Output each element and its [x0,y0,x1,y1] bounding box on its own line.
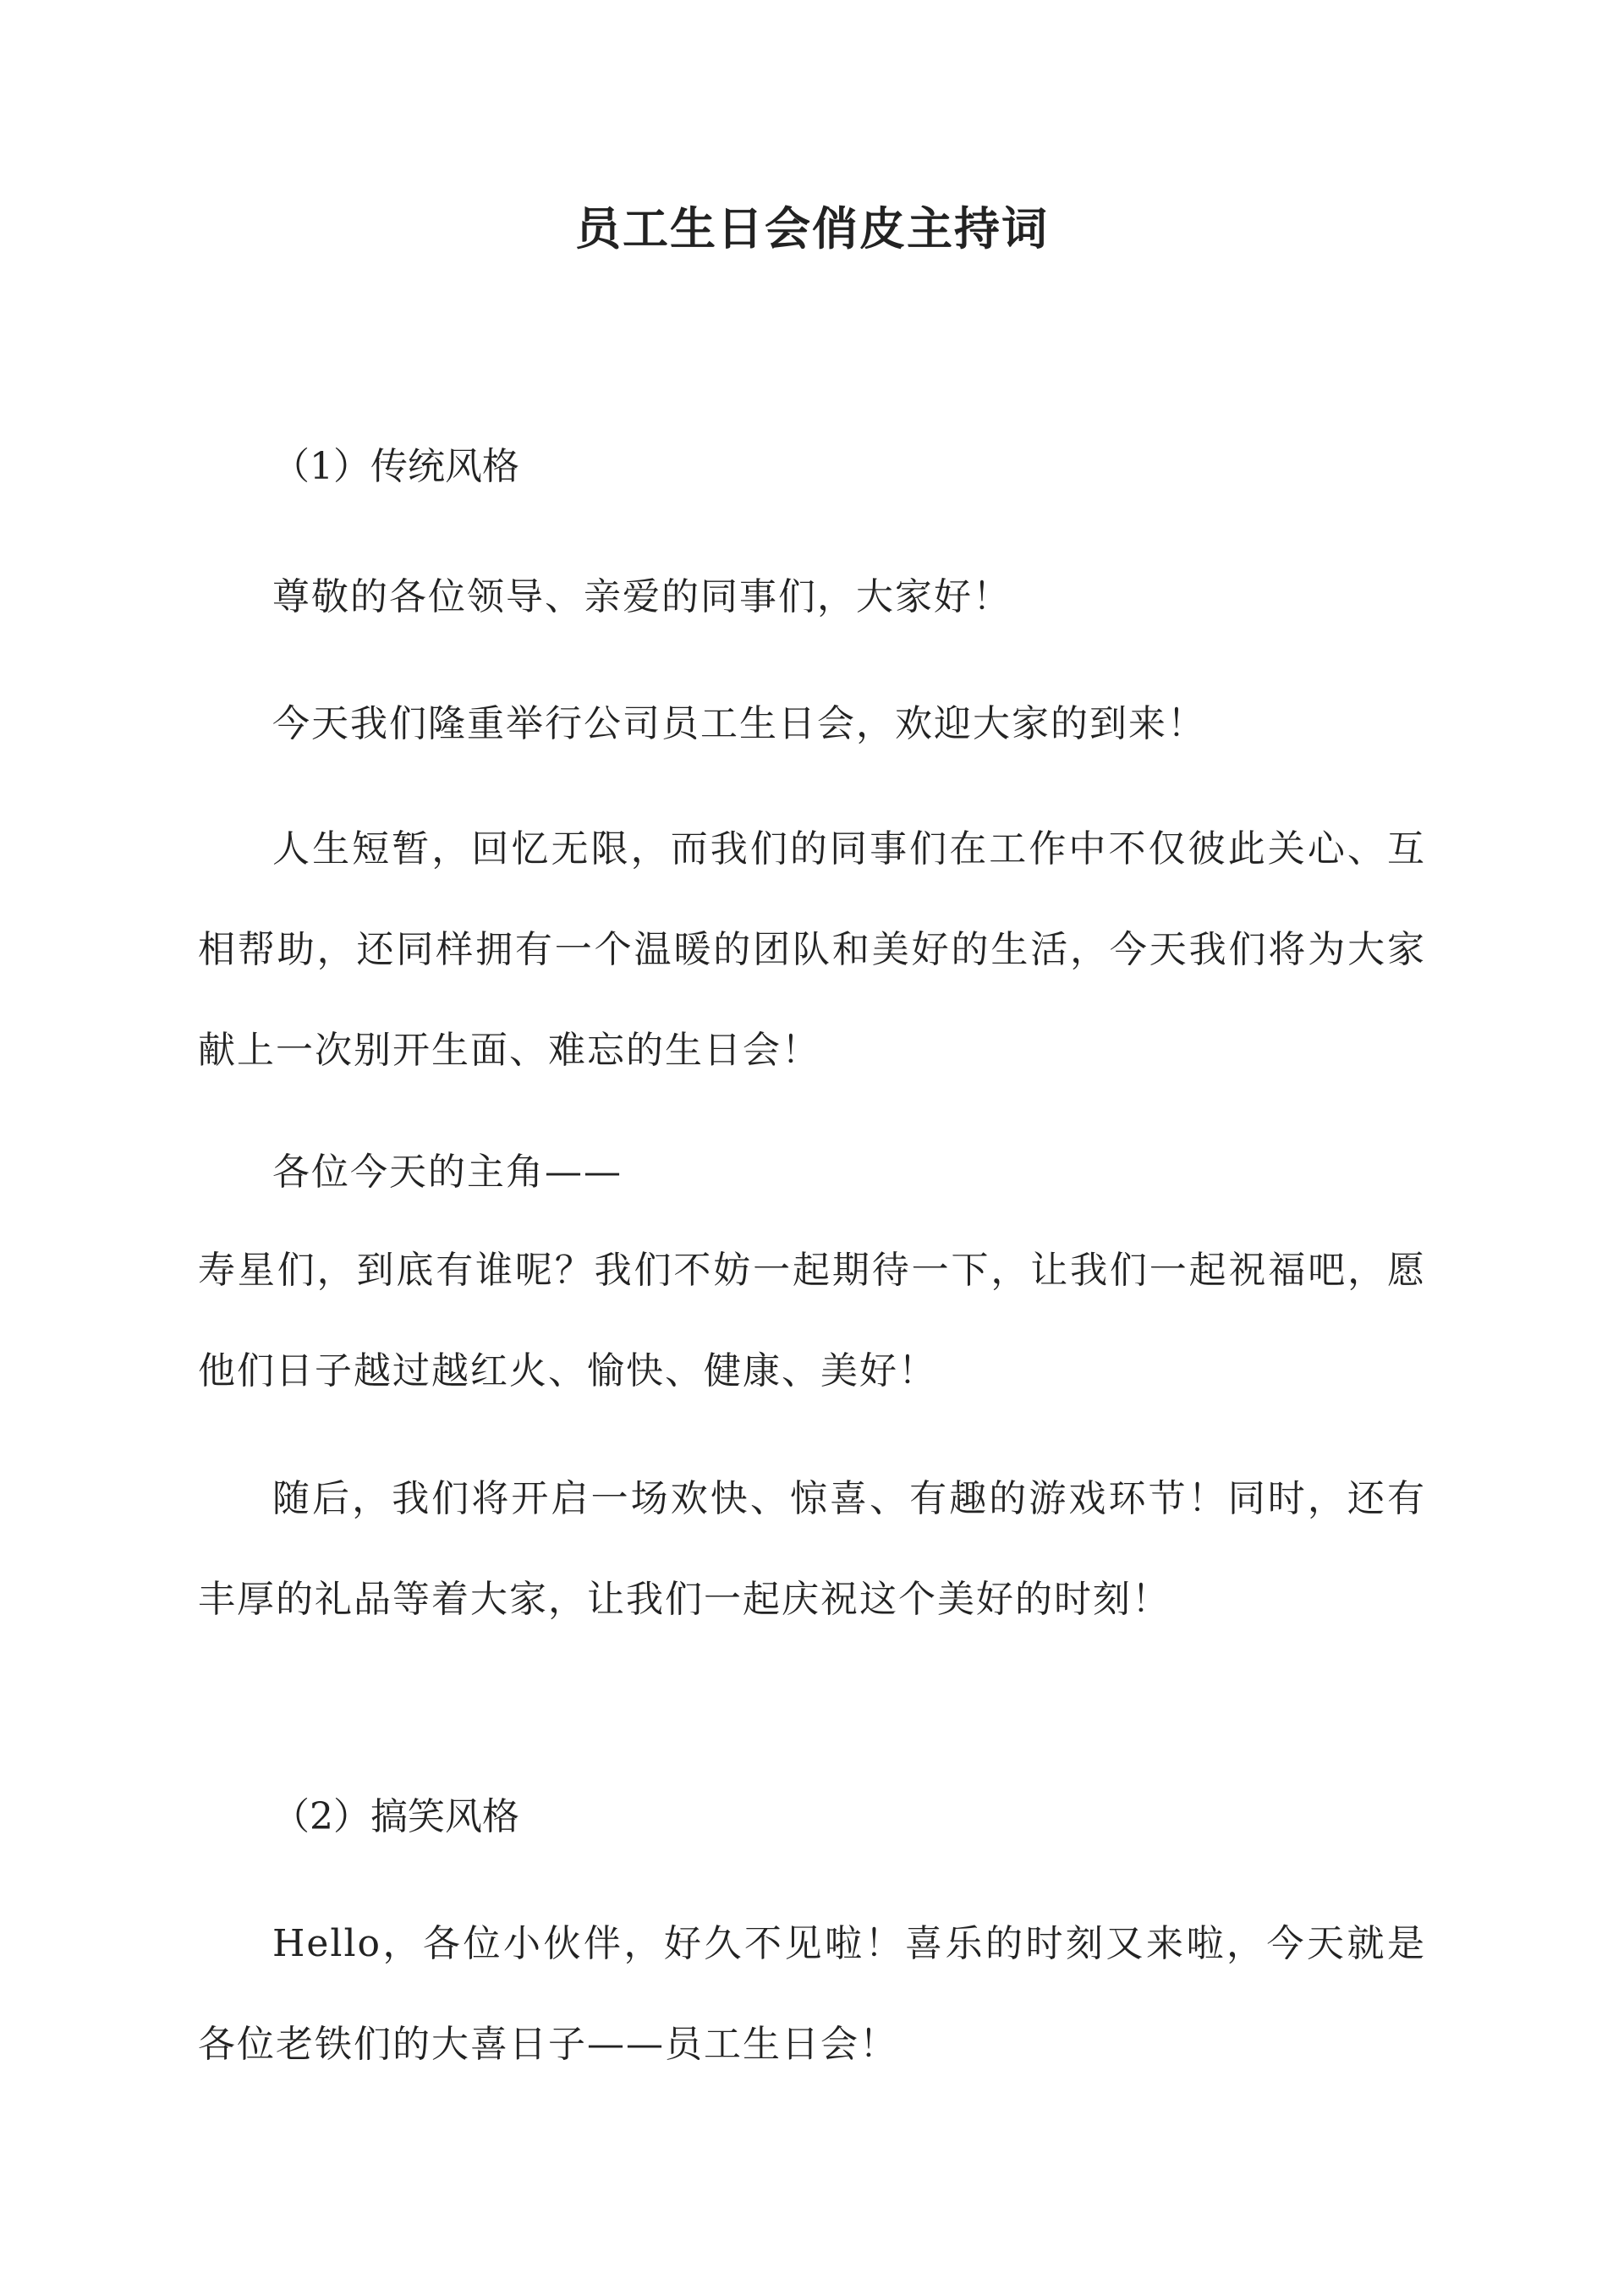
paragraph-hello: Hello，各位小伙伴，好久不见啦！喜乐的时刻又来啦，今天就是各位老铁们的大喜日子——员工生日会！ [198,1922,1426,2066]
section-heading-traditional: （1）传统风格 [272,445,519,488]
paragraph-intro: 人生短暂，回忆无限，而我们的同事们在工作中不仅彼此关心、互相帮助，还同样拥有一个温暖的团队和美好的生活，今天我们将为大家献上一次别开生面、难忘的生日会！ [198,827,1426,1072]
paragraph-birthday-stars: 寿星们，到底有谁呢？我们不妨一起期待一下，让我们一起祝福吧，愿他们日子越过越红火、愉快、健康、美好！ [198,1249,1426,1392]
paragraph-protagonists: 各位今天的主角—— [272,1151,623,1194]
paragraph-games: 随后，我们将开启一场欢快、惊喜、有趣的游戏环节！同时，还有丰厚的礼品等着大家，让我们一起庆祝这个美好的时刻！ [198,1477,1426,1621]
section-heading-funny: （2）搞笑风格 [272,1795,519,1838]
document-title: 员工生日会俏皮主持词 [575,201,1049,255]
paragraph-greeting: 尊敬的各位领导、亲爱的同事们，大家好！ [272,575,1012,618]
paragraph-welcome: 今天我们隆重举行公司员工生日会，欢迎大家的到来！ [272,702,1206,745]
